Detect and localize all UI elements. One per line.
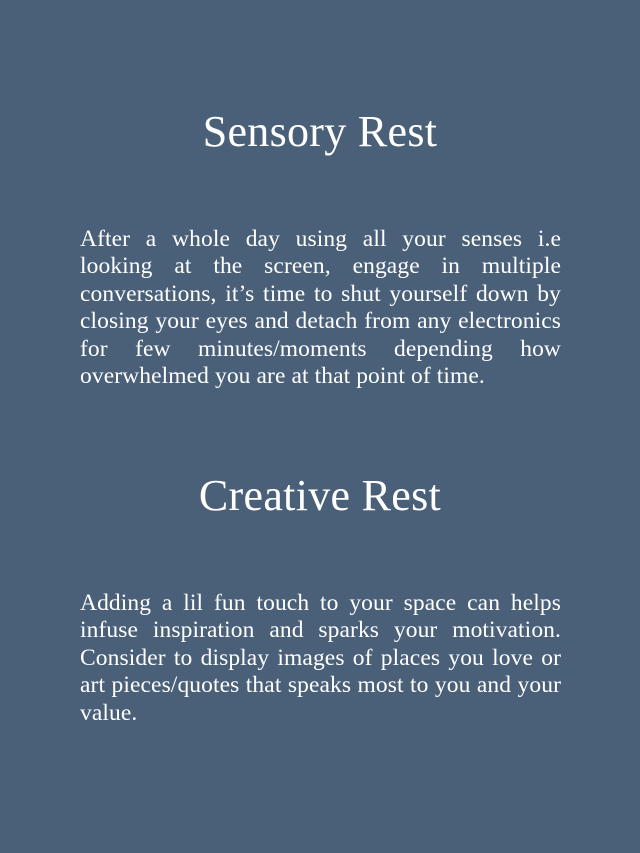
- section-text-sensory-rest: After a whole day using all your senses i.e looking at the screen, engage in multiple conversations, it’s time to shut yourself down by closing your eyes and detach from any electronics for few minutes/moments depending how overwhelmed you are at that point of time.: [80, 226, 561, 390]
- section-title-creative-rest: Creative Rest: [198, 471, 442, 520]
- section-title-sensory-rest: Sensory Rest: [202, 107, 438, 156]
- section-text-creative-rest: Adding a lil fun touch to your space can helps infuse inspiration and sparks your motivation. Consider to display images of places you love or art pieces/quotes that speaks most to you and your value.: [80, 590, 561, 726]
